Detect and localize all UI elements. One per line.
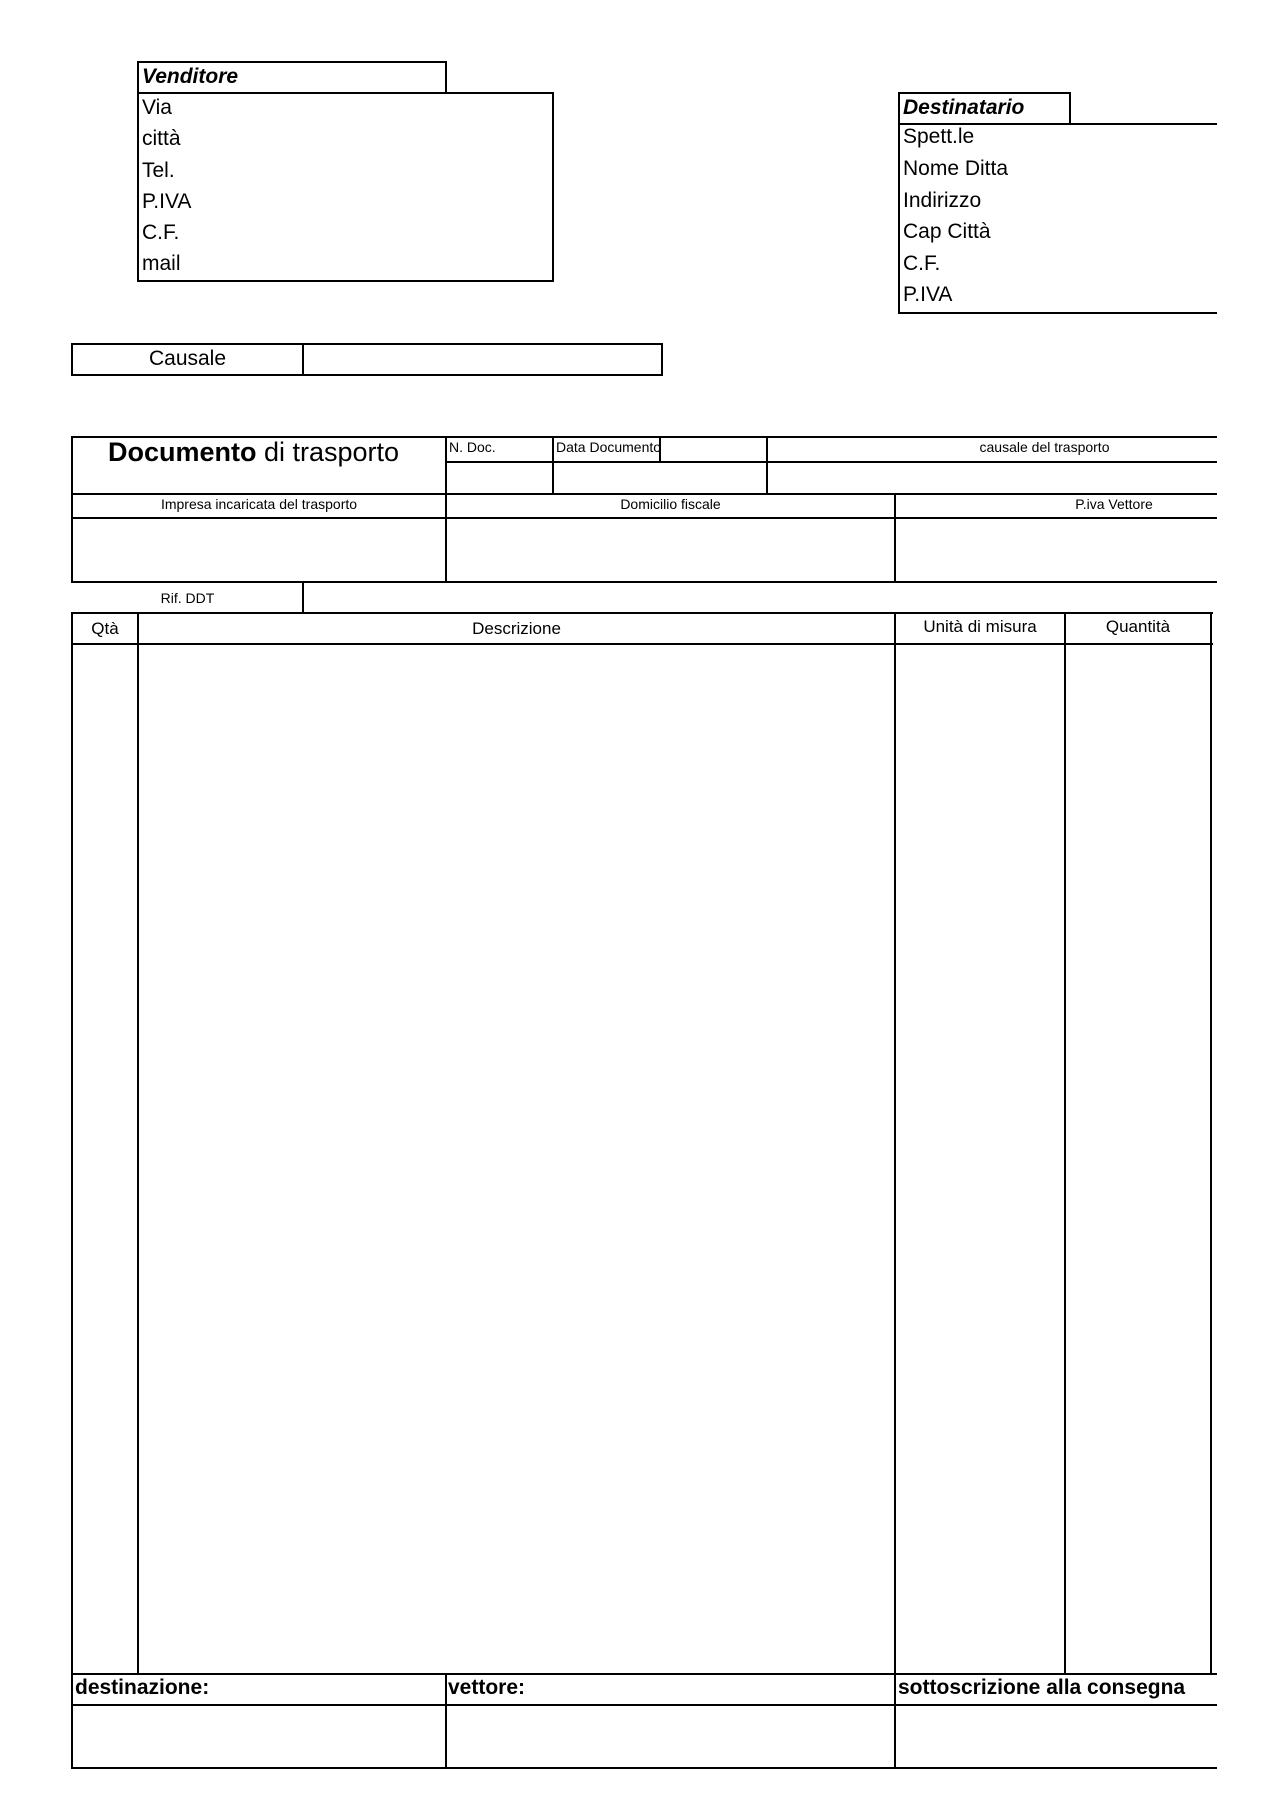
document-title-rest: di trasporto [256, 437, 400, 467]
recipient-bottom-border [898, 312, 1217, 314]
seller-box [137, 92, 554, 282]
carrier-vat-label: P.iva Vettore [1075, 496, 1153, 512]
destination-label: destinazione: [75, 1676, 210, 1699]
recipient-left-border [898, 123, 900, 314]
seller-title: Venditore [142, 65, 239, 88]
column-header-description: Descrizione [472, 619, 561, 638]
column-header-qty: Qtà [91, 619, 119, 638]
footer-bottom-line [71, 1767, 1217, 1769]
seller-city: città [142, 127, 181, 150]
seller-vat: P.IVA [142, 190, 192, 213]
document-title-bold: Documento [108, 437, 257, 467]
column-header-unit: Unità di misura [923, 617, 1037, 636]
items-table-bottom-line [71, 1673, 1217, 1675]
recipient-title: Destinatario [903, 96, 1025, 119]
signature-field[interactable] [896, 1706, 1217, 1767]
causale-value-cell[interactable] [302, 343, 663, 376]
doc-number-field[interactable] [447, 463, 552, 493]
carrier-company-field[interactable] [73, 519, 445, 581]
fiscal-address-field[interactable] [447, 519, 894, 581]
causale-label-cell [71, 343, 304, 376]
seller-mail: mail [142, 252, 181, 275]
destination-field[interactable] [73, 1706, 445, 1767]
doc-header-line-3 [71, 493, 1217, 495]
doc-date-field[interactable] [554, 463, 766, 493]
recipient-company-name: Nome Ditta [903, 157, 1009, 180]
seller-tax-code: C.F. [142, 221, 180, 244]
rif-ddt-field[interactable] [304, 583, 1217, 613]
recipient-top-border [1069, 123, 1217, 125]
seller-phone: Tel. [142, 159, 175, 182]
signature-label: sottoscrizione alla consegna [898, 1676, 1186, 1699]
recipient-title-cell [898, 92, 1071, 125]
recipient-address: Indirizzo [903, 189, 982, 212]
column-header-quantity: Quantità [1105, 617, 1171, 636]
carrier-label: vettore: [448, 1676, 526, 1699]
transport-reason-field[interactable] [768, 463, 1217, 493]
recipient-vat: P.IVA [903, 283, 953, 306]
transport-reason-label: causale del trasporto [979, 439, 1110, 455]
causale-label: Causale [148, 347, 227, 370]
recipient-greeting: Spett.le [903, 125, 975, 148]
doc-number-label: N. Doc. [449, 439, 496, 455]
doc-date-label: Data Documento [556, 439, 662, 455]
seller-via: Via [142, 96, 172, 119]
items-table-right-border [1210, 612, 1212, 1675]
recipient-tax-code: C.F. [903, 252, 941, 275]
recipient-zip-city: Cap Città [903, 220, 991, 243]
carrier-field[interactable] [447, 1706, 894, 1767]
fiscal-address-label: Domicilio fiscale [620, 496, 721, 512]
document-title [108, 437, 399, 468]
items-table-top-line [71, 612, 1213, 614]
rif-ddt-label: Rif. DDT [160, 590, 215, 606]
items-table-body[interactable] [73, 645, 1210, 1673]
carrier-vat-field[interactable] [896, 519, 1217, 581]
seller-title-cell [137, 61, 447, 94]
carrier-company-label: Impresa incaricata del trasporto [160, 496, 358, 512]
